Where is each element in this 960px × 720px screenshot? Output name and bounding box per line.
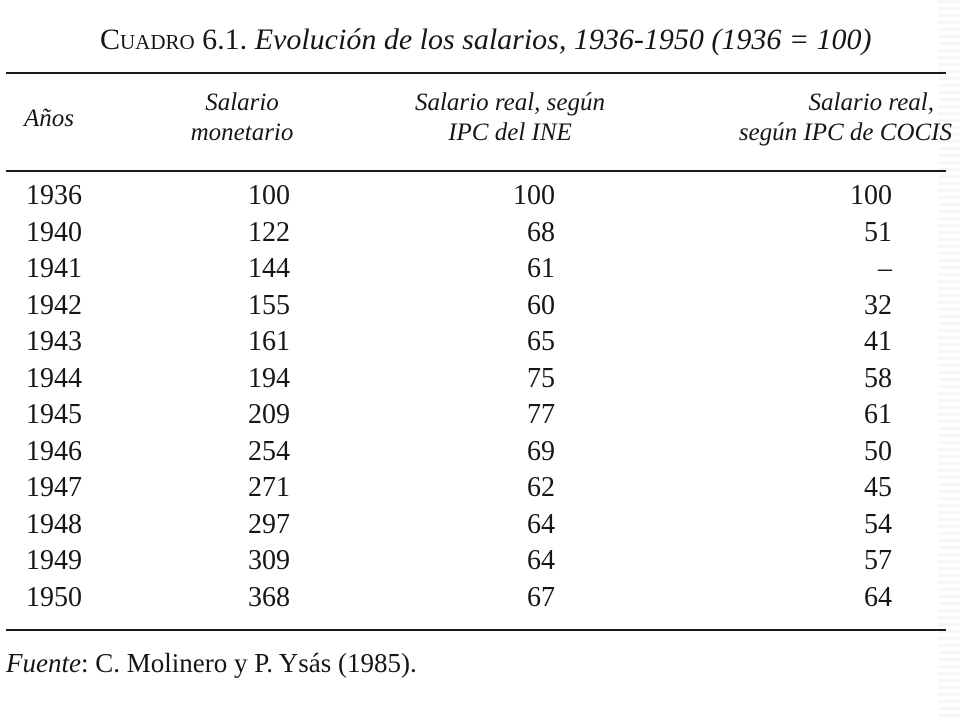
cell-monetary: 144 (248, 253, 290, 284)
table-row (0, 507, 892, 544)
caption-label: Cuadro 6.1. (100, 23, 248, 56)
cell-real-ine: 100 (513, 180, 555, 211)
caption-text: Evolución de los salarios, 1936-1950 (1936 = 100) (254, 23, 872, 56)
cell-real-cocis: 61 (864, 399, 892, 430)
cell-real-ine: 61 (527, 253, 555, 284)
cell-real-ine: 69 (527, 435, 555, 467)
table-row (0, 543, 892, 580)
cell-real-ine: 75 (527, 362, 555, 394)
cell-monetary: 122 (248, 216, 290, 248)
header-monetary-line-1: Salario (205, 89, 279, 116)
cell-year: 1948 (26, 508, 82, 540)
cell-year: 1945 (26, 399, 82, 430)
table-row (0, 470, 892, 507)
cell-real-cocis: 41 (864, 326, 892, 357)
cell-monetary: 155 (248, 289, 290, 321)
table-row (0, 288, 892, 325)
cell-real-cocis: 58 (864, 362, 892, 394)
header-real-cocis-line-2: según IPC de COCIS (738, 119, 952, 146)
bottom-rule (6, 629, 946, 631)
cell-real-cocis: 51 (864, 216, 892, 248)
table-row (0, 580, 892, 617)
table-row (0, 434, 892, 471)
cell-real-ine: 64 (527, 508, 555, 540)
cell-monetary: 209 (248, 399, 290, 430)
cell-monetary: 254 (248, 435, 290, 467)
cell-year: 1942 (26, 289, 82, 321)
cell-monetary: 100 (248, 180, 290, 211)
header-monetary (172, 88, 312, 148)
cell-year: 1950 (26, 581, 82, 613)
cell-monetary: 161 (248, 326, 290, 357)
cell-year: 1944 (26, 362, 82, 394)
header-rule (6, 170, 946, 172)
header-real-ine-line-2: IPC del INE (448, 119, 572, 146)
cell-real-ine: 68 (527, 216, 555, 248)
cell-monetary: 309 (248, 545, 290, 576)
table-row (0, 251, 892, 288)
header-monetary-line-2: monetario (190, 119, 294, 146)
cell-real-cocis: 32 (864, 289, 892, 321)
cell-real-cocis: 50 (864, 435, 892, 467)
cell-monetary: 368 (248, 581, 290, 613)
cell-real-cocis: 57 (864, 545, 892, 576)
source-text: : C. Molinero y P. Ysás (1985). (80, 648, 417, 678)
cell-real-ine: 77 (527, 399, 555, 430)
cell-real-ine: 60 (527, 289, 555, 321)
cell-real-cocis: 45 (864, 472, 892, 503)
cell-real-cocis: 100 (850, 180, 892, 211)
header-real-cocis-line-1: Salario real, (808, 89, 934, 116)
header-real-ine-line-1: Salario real, según (414, 89, 606, 116)
wage-table (0, 178, 892, 616)
cell-year: 1936 (26, 180, 82, 211)
table-row (0, 324, 892, 361)
source-note (6, 645, 417, 681)
cell-year: 1943 (26, 326, 82, 357)
table-row (0, 361, 892, 398)
source-label: Fuente (6, 648, 81, 678)
header-years-line-1: Años (24, 105, 74, 132)
cell-year: 1941 (26, 253, 82, 284)
cell-real-ine: 65 (527, 326, 555, 357)
cell-monetary: 194 (248, 362, 290, 394)
table-row (0, 397, 892, 434)
cell-year: 1949 (26, 545, 82, 576)
header-real-ine (390, 88, 630, 148)
header-years (24, 104, 84, 134)
cell-real-cocis: – (878, 253, 892, 284)
cell-year: 1946 (26, 435, 82, 467)
cell-real-cocis: 64 (864, 581, 892, 613)
cell-year: 1947 (26, 472, 82, 503)
top-rule (6, 72, 946, 74)
cell-real-ine: 64 (527, 545, 555, 576)
table-row (0, 178, 892, 215)
cell-real-ine: 67 (527, 581, 555, 613)
cell-real-cocis: 54 (864, 508, 892, 540)
cell-monetary: 271 (248, 472, 290, 503)
table-row (0, 215, 892, 252)
header-real-cocis (722, 88, 952, 148)
cell-real-ine: 62 (527, 472, 555, 503)
table-caption (100, 20, 940, 60)
cell-year: 1940 (26, 216, 82, 248)
cell-monetary: 297 (248, 508, 290, 540)
